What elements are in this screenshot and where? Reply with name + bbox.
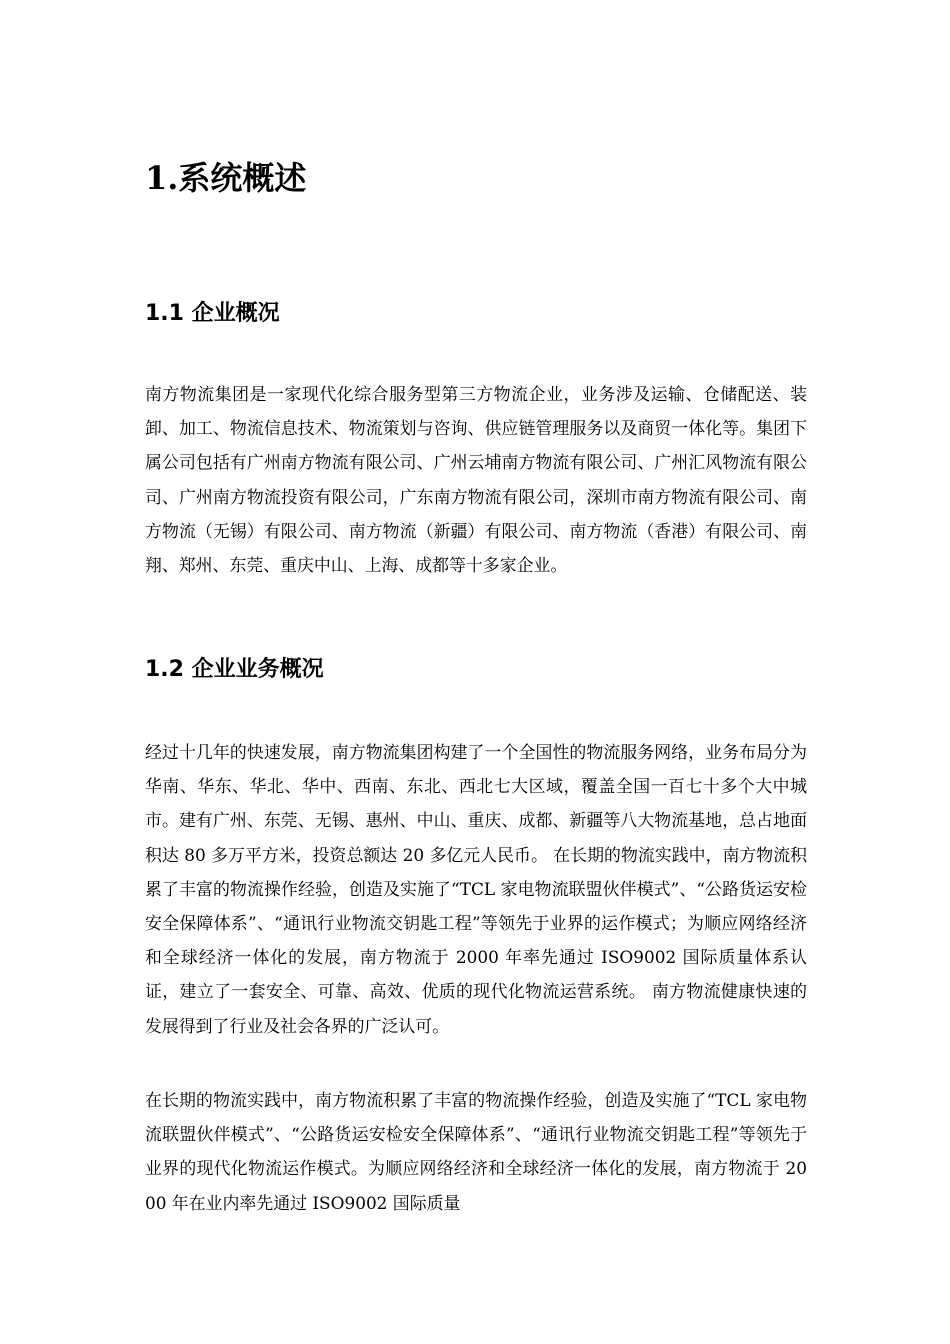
section-heading-business-overview: 1.2 企业业务概况	[145, 657, 324, 682]
document-title: 1.系统概述	[145, 159, 307, 197]
paragraph-company-overview: 南方物流集团是一家现代化综合服务型第三方物流企业，业务涉及运输、仓储配送、装卸、加工、物流信息技术、物流策划与咨询、供应链管理服务以及商贸一体化等。集团下属公司包括有广州南方物流有限公司、广州云埔南方物流有限公司、广州汇风物流有限公司、广州南方物流投资有限公司，广东南方物流有限公司，深圳市南方物流有限公司、南方物流（无锡）有限公司、南方物流（新疆）有限公司、南方物流（香港）有限公司、南翔、郑州、东莞、重庆中山、上海、成都等十多家企业。	[145, 384, 807, 576]
paragraph-business-overview-2: 在长期的物流实践中，南方物流积累了丰富的物流操作经验，创造及实施了“TCL 家电物流联盟伙伴模式”、“公路货运安检安全保障体系”、“通讯行业物流交钥匙工程”等领先于业界的现代化物流运作模式。为顺应网络经济和全球经济一体化的发展，南方物流于 2000 年在业内率先通过 ISO9002 国际质量	[145, 1090, 807, 1213]
section-heading-company-overview: 1.1 企业概况	[145, 301, 280, 326]
paragraph-business-overview-1: 经过十几年的快速发展，南方物流集团构建了一个全国性的物流服务网络，业务布局分为华南、华东、华北、华中、西南、东北、西北七大区域，覆盖全国一百七十多个大中城市。建有广州、东莞、无锡、惠州、中山、重庆、成都、新疆等八大物流基地，总占地面积达 80 多万平方米，投资总额达 20 多亿元人民币。 在长期的物流实践中，南方物流积累了丰富的物流操作经验，创造及实施了“TCL 家电物流联盟伙伴模式”、“公路货运安检安全保障体系”、“通讯行业物流交钥匙工程”等领先于业界的运作模式；为顺应网络经济和全球经济一体化的发展，南方物流于 2000 年率先通过 ISO9002 国际质量体系认证，建立了一套安全、可靠、高效、优质的现代化物流运营系统。 南方物流健康快速的发展得到了行业及社会各界的广泛认可。	[145, 742, 807, 1036]
